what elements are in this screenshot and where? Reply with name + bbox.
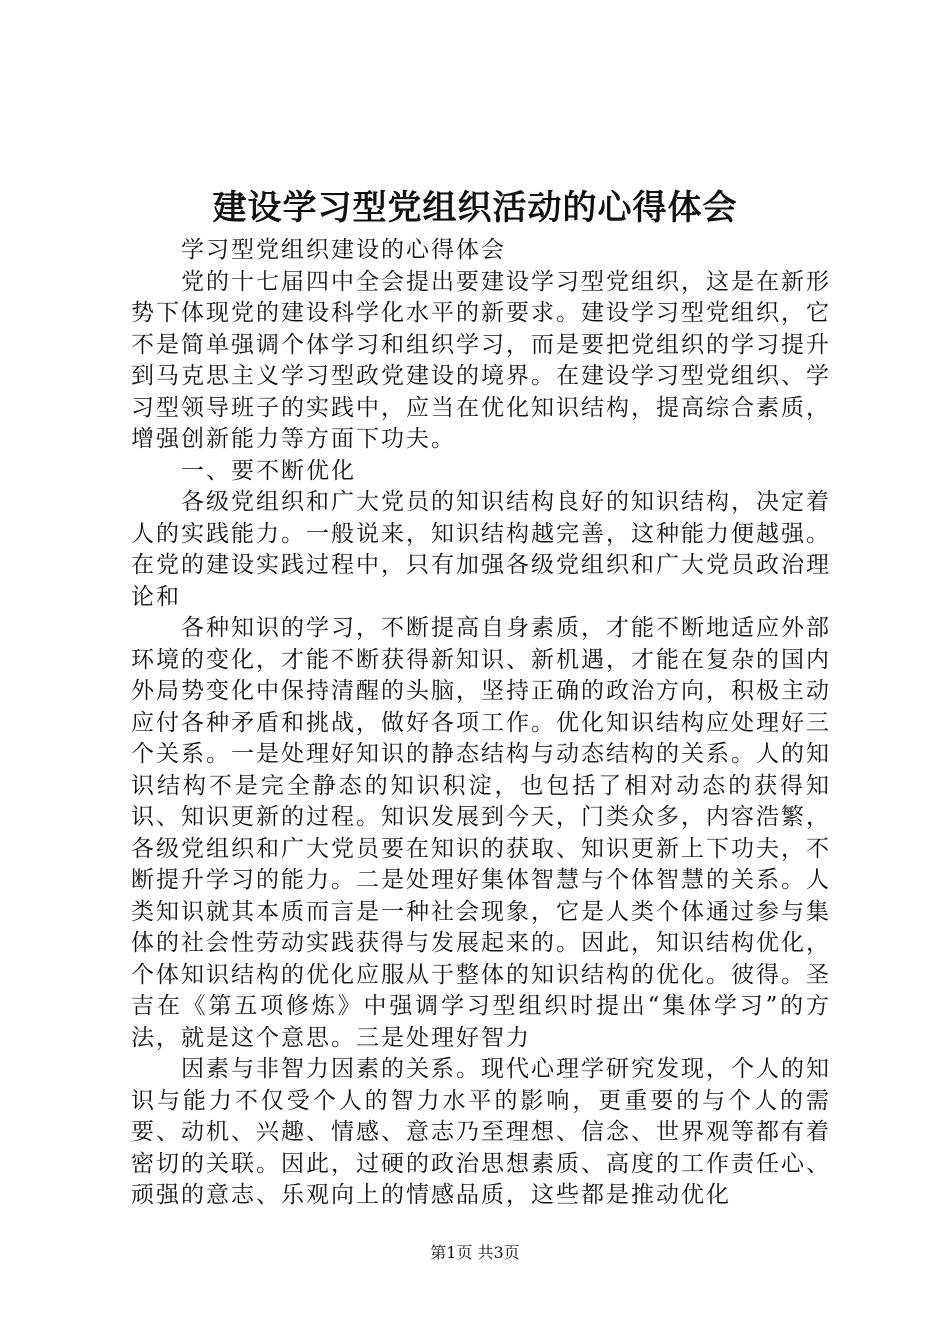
paragraph: 因素与非智力因素的关系。现代心理学研究发现，个人的知识与能力不仅受个人的智力水平的影响，更重要的与个人的需要、动机、兴趣、情感、意志乃至理想、信念、世界观等都有着密切的关联。因此，过硬的政治思想素质、高度的工作责任心、顽强的意志、乐观向上的情感品质，这些都是推动优化 [131,1056,831,1208]
paragraph: 党的十七届四中全会提出要建设学习型党组织，这是在新形势下体现党的建设科学化水平的新要求。建设学习型党组织，它不是简单强调个体学习和组织学习，而是要把党组织的学习提升到马克思主义学习型政党建设的境界。在建设学习型党组织、学习型领导班子的实践中，应当在优化知识结构，提高综合素质，增强创新能力等方面下功夫。 [131,268,831,452]
page-footer: 第1页 共3页 [430,1243,520,1262]
paragraph: 各级党组织和广大党员的知识结构良好的知识结构，决定着人的实践能力。一般说来，知识结构越完善，这种能力便越强。在党的建设实践过程中，只有加强各级党组织和广大党员政治理论和 [131,489,831,610]
document-title: 建设学习型党组织活动的心得体会 [212,188,738,228]
paragraph-subtitle: 学习型党组织建设的心得体会 [181,237,506,263]
paragraph: 各种知识的学习，不断提高自身素质，才能不断地适应外部环境的变化，才能不断获得新知识、新机遇，才能在复杂的国内外局势变化中保持清醒的头脑，坚持正确的政治方向，积极主动应付各种矛盾和挑战，做好各项工作。优化知识结构应处理好三个关系。一是处理好知识的静态结构与动态结构的关系。人的知识结构不是完全静态的知识积淀，也包括了相对动态的获得知识、知识更新的过程。知识发展到今天，门类众多，内容浩繁，各级党组织和广大党员要在知识的获取、知识更新上下功夫，不断提升学习的能力。二是处理好集体智慧与个体智慧的关系。人类知识就其本质而言是一种社会现象，它是人类个体通过参与集体的社会性劳动实践获得与发展起来的。因此，知识结构优化，个体知识结构的优化应服从于整体的知识结构的优化。彼得。圣吉在《第五项修炼》中强调学习型组织时提出“集体学习”的方法，就是这个意思。三是处理好智力 [131,615,831,1051]
document-body [131,235,831,1212]
section-heading: 一、要不断优化 [181,457,356,484]
